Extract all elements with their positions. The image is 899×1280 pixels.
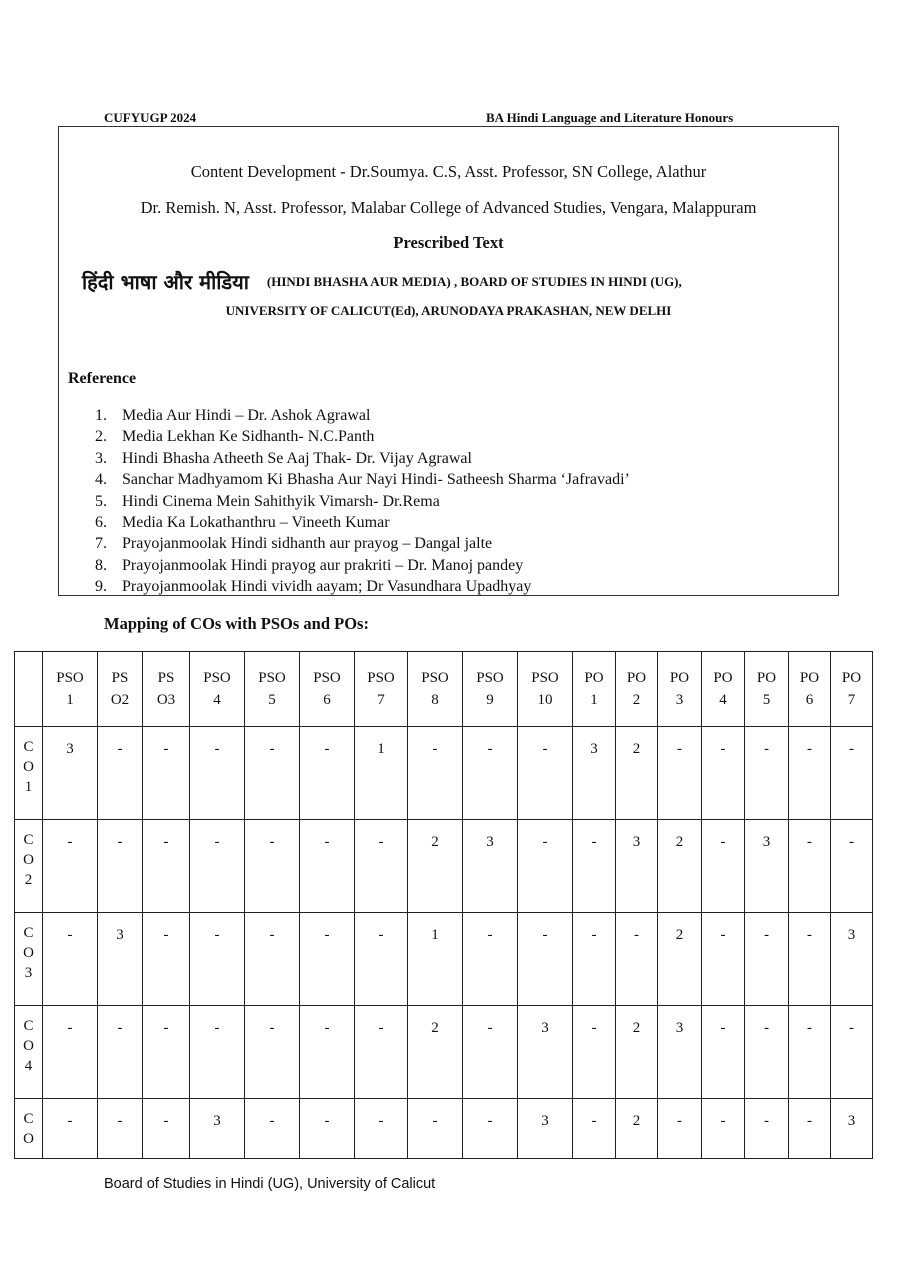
- column-header-part: 6: [323, 692, 331, 708]
- reference-item: [95, 512, 630, 533]
- mapping-cell: -: [143, 820, 190, 913]
- mapping-cell: 3: [463, 820, 518, 913]
- reference-text: Prayojanmoolak Hindi sidhanth aur prayog – Dangal jalte: [122, 535, 493, 553]
- column-header-part: 9: [486, 692, 494, 708]
- mapping-cell: -: [300, 1006, 355, 1099]
- column-header-part: 2: [632, 692, 641, 708]
- mapping-cell: -: [300, 820, 355, 913]
- mapping-cell: -: [143, 727, 190, 820]
- co-label-cell: [15, 913, 43, 1006]
- column-header-part: PO: [799, 670, 820, 686]
- mapping-cell: 3: [190, 1099, 245, 1159]
- column-header-part: PSO: [56, 670, 84, 686]
- mapping-cell: -: [98, 1006, 143, 1099]
- co-label-cell: [15, 1099, 43, 1159]
- reference-text: Media Aur Hindi – Dr. Ashok Agrawal: [122, 407, 371, 424]
- mapping-cell: -: [745, 1006, 789, 1099]
- mapping-cell: -: [789, 1099, 831, 1159]
- mapping-cell: -: [143, 1006, 190, 1099]
- column-header-part: PO: [626, 670, 647, 686]
- mapping-cell: -: [518, 820, 573, 913]
- mapping-cell: -: [789, 820, 831, 913]
- column-header-part: 1: [590, 692, 598, 708]
- column-header-part: PSO: [258, 670, 286, 686]
- column-header: [43, 652, 98, 727]
- column-header: [616, 652, 658, 727]
- column-header-part: PSO: [203, 670, 231, 686]
- column-header-part: O3: [156, 692, 176, 708]
- title-hindi: हिंदी भाषा और मीडिया: [82, 270, 249, 294]
- prescribed-text-heading: Prescribed Text: [393, 233, 504, 252]
- co-label-cell: [15, 820, 43, 913]
- reference-number: 1.: [95, 407, 107, 424]
- content-development-line-1: Content Development - Dr.Soumya. C.S, Asst. Professor, SN College, Alathur: [190, 162, 707, 181]
- reference-item: [95, 555, 630, 576]
- column-header: [573, 652, 616, 727]
- column-header-part: 6: [805, 692, 814, 708]
- mapping-cell: -: [355, 913, 408, 1006]
- reference-item: [95, 576, 630, 597]
- column-header-part: PSO: [531, 670, 559, 686]
- mapping-cell: -: [702, 913, 745, 1006]
- reference-number: 8.: [95, 556, 107, 574]
- column-header: [408, 652, 463, 727]
- mapping-cell: 1: [408, 913, 463, 1006]
- mapping-cell: -: [245, 1099, 300, 1159]
- reference-item: [95, 533, 630, 554]
- reference-number: 3.: [95, 449, 107, 467]
- mapping-cell: -: [43, 1006, 98, 1099]
- reference-text: Media Lekhan Ke Sidhanth- N.C.Panth: [122, 428, 375, 446]
- reference-text: Prayojanmoolak Hindi vividh aayam; Dr Vasundhara Upadhyay: [122, 578, 532, 596]
- co-label-char: O: [23, 852, 34, 868]
- mapping-cell: -: [831, 727, 873, 820]
- column-header: [143, 652, 190, 727]
- mapping-cell: -: [702, 820, 745, 913]
- mapping-cell: -: [190, 820, 245, 913]
- mapping-cell: -: [573, 1006, 616, 1099]
- mapping-cell: 3: [831, 1099, 873, 1159]
- reference-number: 5.: [95, 492, 107, 510]
- column-header-part: PO: [841, 670, 862, 686]
- reference-item: [95, 469, 630, 490]
- co-label-char: 3: [24, 965, 33, 981]
- mapping-cell: -: [573, 820, 616, 913]
- table-row: [15, 1099, 873, 1159]
- mapping-cell: -: [355, 1099, 408, 1159]
- mapping-cell: -: [702, 1099, 745, 1159]
- column-header: [463, 652, 518, 727]
- column-header: [789, 652, 831, 727]
- mapping-cell: 3: [43, 727, 98, 820]
- table-row: [15, 727, 873, 820]
- mapping-cell: 2: [616, 727, 658, 820]
- mapping-cell: -: [98, 727, 143, 820]
- reference-number: 9.: [95, 578, 107, 596]
- reference-number: 6.: [95, 513, 107, 531]
- mapping-cell: -: [143, 1099, 190, 1159]
- mapping-cell: -: [518, 913, 573, 1006]
- co-label-char: C: [23, 832, 34, 848]
- co-label-char: 2: [24, 872, 33, 888]
- co-label-char: O: [23, 1131, 34, 1147]
- mapping-cell: 2: [658, 913, 702, 1006]
- column-header-part: 7: [847, 692, 856, 708]
- column-header-part: PO: [756, 670, 777, 686]
- mapping-cell: -: [573, 1099, 616, 1159]
- column-header-part: 7: [377, 692, 385, 708]
- column-header: [355, 652, 408, 727]
- prescribed-title: [82, 268, 682, 295]
- reference-number: 7.: [95, 535, 107, 553]
- column-header-part: 1: [66, 692, 74, 708]
- header-left-code: CUFYUGP 2024: [104, 110, 197, 125]
- mapping-cell: -: [463, 727, 518, 820]
- mapping-cell: -: [518, 727, 573, 820]
- co-label-char: O: [23, 945, 34, 961]
- column-header: [745, 652, 789, 727]
- mapping-cell: -: [245, 727, 300, 820]
- mapping-cell: -: [573, 913, 616, 1006]
- mapping-cell: 3: [518, 1099, 573, 1159]
- column-header-part: PO: [584, 670, 604, 686]
- mapping-cell: -: [745, 913, 789, 1006]
- mapping-cell: -: [789, 727, 831, 820]
- reference-text: Prayojanmoolak Hindi prayog aur prakriti – Dr. Manoj pandey: [122, 556, 524, 574]
- mapping-cell: 2: [616, 1006, 658, 1099]
- column-header: [702, 652, 745, 727]
- mapping-cell: -: [658, 1099, 702, 1159]
- mapping-cell: -: [300, 913, 355, 1006]
- mapping-cell: -: [245, 820, 300, 913]
- reference-item: [95, 448, 630, 469]
- mapping-cell: -: [355, 820, 408, 913]
- co-label-char: 4: [24, 1058, 33, 1074]
- mapping-cell: 2: [408, 820, 463, 913]
- mapping-cell: -: [43, 913, 98, 1006]
- mapping-cell: -: [789, 913, 831, 1006]
- mapping-cell: -: [616, 913, 658, 1006]
- reference-item: [95, 426, 630, 447]
- column-header: [190, 652, 245, 727]
- mapping-cell: 3: [831, 913, 873, 1006]
- mapping-cell: -: [355, 1006, 408, 1099]
- header-rule: [58, 126, 839, 127]
- column-header: [518, 652, 573, 727]
- column-header-part: 5: [268, 692, 276, 708]
- mapping-cell: 3: [98, 913, 143, 1006]
- page-footer: Board of Studies in Hindi (UG), University of Calicut: [104, 1176, 436, 1192]
- column-header: [98, 652, 143, 727]
- mapping-cell: -: [463, 1099, 518, 1159]
- column-header: [245, 652, 300, 727]
- column-header-part: PSO: [476, 670, 504, 686]
- column-header-part: 4: [213, 692, 221, 708]
- column-header: [658, 652, 702, 727]
- column-header-part: PO: [713, 670, 733, 686]
- column-header-part: PS: [111, 670, 129, 686]
- column-header-part: PS: [157, 670, 175, 686]
- reference-number: 2.: [95, 428, 107, 446]
- title-english: (HINDI BHASHA AUR MEDIA) , BOARD OF STUDIES IN HINDI (UG),: [266, 273, 682, 289]
- mapping-cell: -: [745, 727, 789, 820]
- reference-text: Hindi Cinema Mein Sahithyik Vimarsh- Dr.Rema: [122, 492, 440, 510]
- mapping-cell: -: [98, 820, 143, 913]
- mapping-cell: -: [245, 913, 300, 1006]
- mapping-cell: -: [658, 727, 702, 820]
- table-row: [15, 913, 873, 1006]
- corner-cell: [15, 652, 43, 727]
- mapping-cell: -: [831, 820, 873, 913]
- reference-heading: Reference: [68, 370, 137, 387]
- column-header-part: PSO: [367, 670, 395, 686]
- content-development-line-2: Dr. Remish. N, Asst. Professor, Malabar College of Advanced Studies, Vengara, Malappuram: [140, 198, 757, 217]
- mapping-cell: -: [831, 1006, 873, 1099]
- co-label-cell: [15, 1006, 43, 1099]
- table-row: [15, 820, 873, 913]
- column-header-part: 3: [675, 692, 684, 708]
- co-label-char: C: [23, 1111, 34, 1127]
- reference-list: [95, 405, 630, 598]
- mapping-cell: 3: [518, 1006, 573, 1099]
- mapping-cell: -: [143, 913, 190, 1006]
- co-label-char: C: [23, 1018, 34, 1034]
- box-right-border: [838, 126, 839, 596]
- mapping-cell: -: [190, 913, 245, 1006]
- mapping-cell: -: [245, 1006, 300, 1099]
- mapping-table: [14, 651, 873, 1159]
- mapping-cell: 1: [355, 727, 408, 820]
- mapping-cell: -: [408, 727, 463, 820]
- reference-text: Hindi Bhasha Atheeth Se Aaj Thak- Dr. Vijay Agrawal: [122, 449, 472, 467]
- mapping-heading: Mapping of COs with PSOs and POs:: [104, 614, 369, 633]
- co-label-char: C: [23, 739, 34, 755]
- table-row: [15, 1006, 873, 1099]
- column-header-part: 8: [431, 692, 439, 708]
- mapping-cell: 2: [616, 1099, 658, 1159]
- mapping-cell: -: [190, 727, 245, 820]
- header-right-programme: BA Hindi Language and Literature Honours: [486, 110, 734, 125]
- mapping-cell: -: [463, 1006, 518, 1099]
- mapping-cell: -: [190, 1006, 245, 1099]
- reference-text: Media Ka Lokathanthru – Vineeth Kumar: [122, 513, 390, 531]
- column-header-part: PO: [669, 670, 690, 686]
- mapping-cell: 3: [616, 820, 658, 913]
- column-header-part: PSO: [421, 670, 449, 686]
- reference-number: 4.: [95, 471, 107, 489]
- mapping-cell: 2: [658, 820, 702, 913]
- mapping-cell: -: [43, 1099, 98, 1159]
- mapping-cell: -: [98, 1099, 143, 1159]
- mapping-cell: -: [789, 1006, 831, 1099]
- column-header: [300, 652, 355, 727]
- mapping-cell: -: [43, 820, 98, 913]
- column-header-part: 5: [762, 692, 771, 708]
- column-header-part: PSO: [313, 670, 341, 686]
- mapping-cell: -: [300, 1099, 355, 1159]
- mapping-cell: -: [745, 1099, 789, 1159]
- co-label-char: 1: [24, 779, 33, 795]
- mapping-cell: -: [408, 1099, 463, 1159]
- reference-item: [95, 491, 630, 512]
- column-header: [831, 652, 873, 727]
- mapping-cell: -: [702, 727, 745, 820]
- reference-item: [95, 405, 630, 426]
- co-label-cell: [15, 727, 43, 820]
- mapping-cell: -: [463, 913, 518, 1006]
- mapping-cell: 3: [573, 727, 616, 820]
- co-label-char: C: [23, 925, 34, 941]
- co-label-char: O: [23, 759, 34, 775]
- mapping-cell: -: [300, 727, 355, 820]
- reference-text: Sanchar Madhyamom Ki Bhasha Aur Nayi Hindi- Satheesh Sharma ‘Jafravadi’: [122, 471, 630, 489]
- co-label-char: O: [23, 1038, 34, 1054]
- column-header-part: 4: [719, 692, 727, 708]
- mapping-cell: 3: [658, 1006, 702, 1099]
- column-header-part: 10: [537, 692, 553, 708]
- box-left-border: [58, 126, 59, 596]
- mapping-cell: 3: [745, 820, 789, 913]
- mapping-cell: -: [702, 1006, 745, 1099]
- column-header-part: O2: [110, 692, 130, 708]
- mapping-cell: 2: [408, 1006, 463, 1099]
- title-publisher-line: UNIVERSITY OF CALICUT(Ed), ARUNODAYA PRAKASHAN, NEW DELHI: [225, 303, 672, 318]
